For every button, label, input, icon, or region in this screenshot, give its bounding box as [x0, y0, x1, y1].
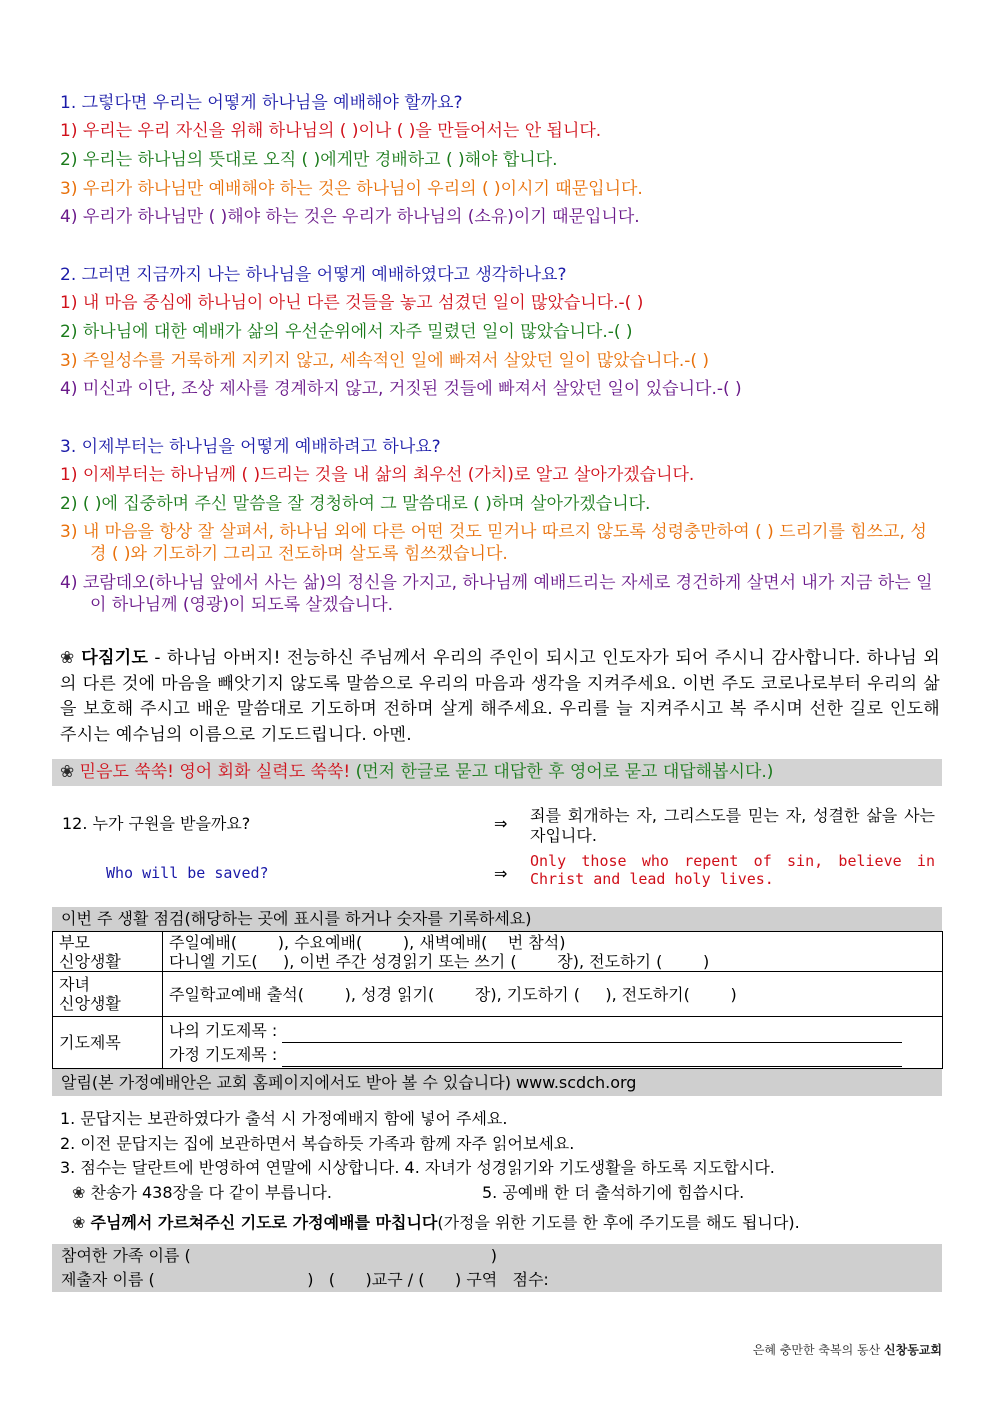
- section1-item-3: 3) 우리가 하나님만 예배해야 하는 것은 하나님이 우리의 ( )이시기 때문입니다.: [60, 179, 643, 199]
- notice-item-2: 2. 이전 문답지는 집에 보관하면서 복습하듯 가족과 함께 자주 읽어보세요.: [60, 1134, 575, 1153]
- church-name: 신창동교회: [884, 1343, 942, 1357]
- row-content-prayer: [163, 1017, 943, 1069]
- table-row: [53, 1017, 943, 1069]
- section3-item-4: 4) 코람데오(하나님 앞에서 사는 삶)의 정신을 가지고, 하나님께 예배드리는 자세로 경건하게 살면서 내가 지금 하는 일이 하나님께 (영광)이 되도록 살겠습니다.: [60, 573, 933, 615]
- row-label-parents: 부모 신앙생활: [53, 932, 163, 972]
- section3-item-3: 3) 내 마음을 항상 잘 살펴서, 하나님 외에 다른 어떤 것도 믿거나 따르지 않도록 성령충만하여 ( ) 드리기를 힘쓰고, 성경 ( )와 기도하기 그리고 전도하며 살도록 힘쓰겠습니다.: [60, 522, 927, 564]
- closing-line: [72, 1213, 800, 1233]
- section2-item-2: 2) 하나님에 대한 예배가 삶의 우선순위에서 자주 밀렸던 일이 많았습니다.-( ): [60, 322, 633, 342]
- section1-item-2: 2) 우리는 하나님의 뜻대로 오직 ( )에게만 경배하고 ( )해야 합니다.: [60, 150, 558, 170]
- notice-item-1: 1. 문답지는 보관하였다가 출석 시 가정예배지 함에 넣어 주세요.: [60, 1109, 508, 1128]
- prayer-text: - 하나님 아버지! 전능하신 주님께서 우리의 주인이 되시고 인도자가 되어 주시니 감사합니다. 하나님 외의 다른 것에 마음을 빼앗기지 않도록 말씀으로 우리의 마음과 생각을 지켜주세요. 이번 주도 코로나로부터 우리의 삶을 보호해 주시고 배운 말씀대로 기도하며 전하며 살게 해주세요. 우리를 늘 지켜주시고 복 주시며 선한 길로 인도해 주시는 예수님의 이름으로 기도드립니다. 아멘.: [60, 648, 940, 745]
- flower-icon: ❀: [72, 1183, 86, 1202]
- life-check-subtitle: (해당하는 곳에 표시를 하거나 숫자를 기록하세요): [184, 909, 532, 928]
- life-check-header: [52, 907, 942, 931]
- submitter-line[interactable]: 제출자 이름 ( ) ( )교구 / ( ) 구역 점수:: [61, 1270, 549, 1289]
- parents-line-1[interactable]: 주일예배( ), 수요예배( ), 새벽예배( 번 참석): [169, 932, 566, 952]
- section3-item-1: 1) 이제부터는 하나님께 ( )드리는 것을 내 삶의 최우선 (가치)로 알고 살아가겠습니다.: [60, 465, 695, 485]
- conversation-question-en: Who will be saved?: [106, 864, 269, 882]
- parents-line-2[interactable]: 다니엘 기도( ), 이번 주간 성경읽기 또는 쓰기 ( 장), 전도하기 ( ): [169, 951, 710, 971]
- table-row: [53, 932, 943, 972]
- my-prayer-field[interactable]: [282, 1026, 902, 1043]
- notice-item-5: 5. 공예배 한 더 출석하기에 힘씁시다.: [482, 1183, 745, 1202]
- family-names-line[interactable]: 참여한 가족 이름 ( ): [61, 1246, 498, 1265]
- family-prayer-field[interactable]: [282, 1050, 902, 1067]
- family-submission-bar: [52, 1244, 942, 1292]
- prayer-title: 다짐기도: [81, 648, 149, 668]
- family-prayer-label: 가정 기도제목 :: [169, 1044, 278, 1064]
- closing-rest: (가정을 위한 기도를 한 후에 주기도를 해도 됩니다).: [437, 1213, 800, 1232]
- notice-title: 알림: [61, 1073, 92, 1092]
- notice-text: (본 가정예배안은 교회 홈페이지에서도 받아 볼 수 있습니다) www.scdch.org: [91, 1073, 637, 1092]
- hymn-line: [72, 1183, 332, 1203]
- conversation-answer-ko: 죄를 회개하는 자, 그리스도를 믿는 자, 성결한 삶을 사는 자입니다.: [530, 806, 935, 845]
- children-line-1[interactable]: 주일학교예배 출석( ), 성경 읽기( 장), 기도하기 ( ), 전도하기( ): [163, 972, 943, 1017]
- footer-slogan: 은혜 충만한 축복의 동산: [752, 1343, 881, 1357]
- section1-item-1: 1) 우리는 우리 자신을 위해 하나님의 ( )이나 ( )을 만들어서는 안 됩니다.: [60, 121, 602, 141]
- hymn-text: 찬송가 438장을 다 같이 부릅니다.: [90, 1183, 332, 1202]
- prayer-paragraph: [60, 646, 940, 748]
- flower-icon: ❀: [72, 1213, 86, 1232]
- faith-bar-instruction: (먼저 한글로 묻고 대답한 후 영어로 묻고 대답해봅시다.): [355, 762, 774, 782]
- row-label-prayer: 기도제목: [53, 1017, 163, 1069]
- my-prayer-label: 나의 기도제목 :: [169, 1020, 278, 1040]
- arrow-icon: ⇒: [494, 864, 508, 883]
- life-check-table: [52, 931, 943, 1069]
- section3-item-2: 2) ( )에 집중하며 주신 말씀을 잘 경청하여 그 말씀대로 ( )하며 살아가겠습니다.: [60, 494, 651, 514]
- table-row: [53, 972, 943, 1017]
- section2-item-1: 1) 내 마음 중심에 하나님이 아닌 다른 것들을 놓고 섬겼던 일이 많았습니다.-( ): [60, 293, 644, 313]
- section2-item-4: 4) 미신과 이단, 조상 제사를 경계하지 않고, 거짓된 것들에 빠져서 살았던 일이 있습니다.-( ): [60, 379, 742, 399]
- row-content-parents: [163, 932, 943, 972]
- flower-icon: ❀: [60, 762, 75, 782]
- closing-bold: 주님께서 가르쳐주신 기도로 가정예배를 마칩니다: [90, 1213, 438, 1232]
- section2-item-3: 3) 주일성수를 거룩하게 지키지 않고, 세속적인 일에 빠져서 살았던 일이 많았습니다.-( ): [60, 351, 710, 371]
- row-label-children: 자녀 신앙생활: [53, 972, 163, 1017]
- conversation-answer-en: Only those who repent of sin, believe in Christ and lead holy lives.: [530, 852, 935, 888]
- footer: [753, 1341, 942, 1358]
- conversation-question-ko: 12. 누가 구원을 받을까요?: [62, 814, 251, 833]
- notice-item-3: 3. 점수는 달란트에 반영하여 연말에 시상합니다. 4. 자녀가 성경읽기와 기도생활을 하도록 지도합시다.: [60, 1158, 775, 1177]
- life-check-title: 이번 주 생활 점검: [61, 909, 185, 928]
- faith-bar: [52, 759, 942, 786]
- notice-bar: [52, 1069, 942, 1096]
- section1-item-4: 4) 우리가 하나님만 ( )해야 하는 것은 우리가 하나님의 (소유)이기 때문입니다.: [60, 207, 640, 227]
- section3-question: 3. 이제부터는 하나님을 어떻게 예배하려고 하나요?: [60, 437, 441, 457]
- arrow-icon: ⇒: [494, 814, 508, 833]
- flower-icon: ❀: [60, 648, 76, 668]
- faith-bar-title: 믿음도 쑥쑥! 영어 회화 실력도 쑥쑥!: [79, 762, 351, 782]
- section2-question: 2. 그러면 지금까지 나는 하나님을 어떻게 예배하였다고 생각하나요?: [60, 265, 567, 285]
- section1-question: 1. 그렇다면 우리는 어떻게 하나님을 예배해야 할까요?: [60, 93, 463, 113]
